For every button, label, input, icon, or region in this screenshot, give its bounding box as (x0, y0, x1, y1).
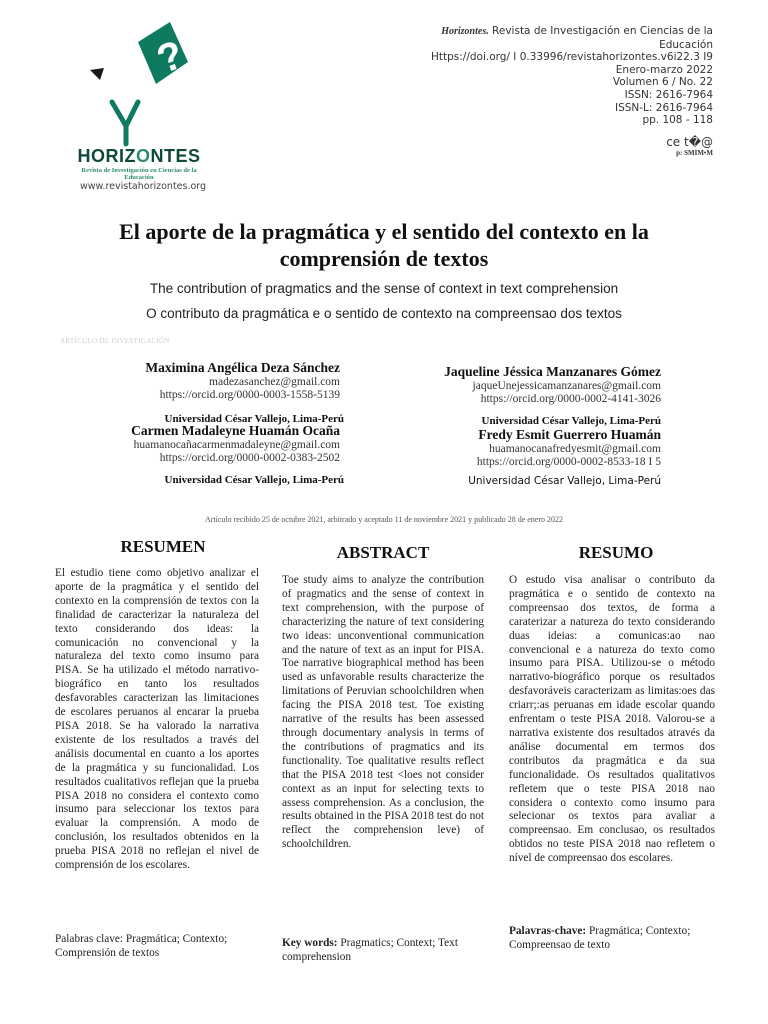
journal-header-info (413, 25, 713, 127)
logo-y-icon (112, 102, 138, 144)
resumo-keywords (509, 925, 715, 953)
author-block-4 (380, 426, 661, 488)
article-title: El aporte de la pragmática y el sentido del contexto en la comprensión de textos (119, 219, 649, 271)
keywords-list: Pragmática; Contexto; Comprensión de textos (55, 933, 228, 959)
author-university: Universidad César Vallejo, Lima-Perú (164, 413, 344, 425)
logo-question-mark-icon: ? (151, 32, 190, 83)
abstract-text: Toe study aims to analyze the contribution of pragmatics and the sense of context in text comprehension, with the purpose of characterizing the nature of text considering two ideas: unconventional communication and the nature of text as an input for PISA. Toe narrative biographical method has been used as unfavorable results characterize the limitations of Peruvian schoolchildren when facing the PISA 2018 test. Toe existing narrative of the results has been assessed through documentary analysis in terms of the contributions of pragmatics and its functionality. Toe qualitative results reflect that the PISA 2018 test <loes not consider context as an input for selecting texts to assess comprehension. As a conclusion, the results obtained in the PISA 2018 test do not reflect the comprehension leve) of schoolchildren. (282, 574, 484, 851)
keywords-label: Palabras clave: (55, 933, 124, 945)
keywords-list: Pragmática; Contexto; Compreensao de texto (509, 925, 691, 951)
journal-period: Enero-marzo 2022 (615, 63, 713, 76)
keywords-label: Palavras-chave: (509, 925, 587, 937)
author-block-2 (380, 363, 661, 428)
resumo-body (509, 574, 715, 866)
journal-name-italic: Horizontes. (441, 26, 489, 37)
author-orcid[interactable]: https://orcid.org/0000-0002-0383-2502 (159, 452, 340, 464)
journal-name: Revista de Investigación en Ciencias de la Educación (488, 25, 713, 51)
author-university: Universidad César Vallejo, Lima-Perú (481, 415, 661, 427)
received-dates: Artículo recibido 25 de octubre 2021, arbitrado y aceptado 11 de noviembre 2021 y publicado 28 de enero 2022 (204, 515, 564, 524)
journal-issnl: ISSN-L: 2616-7964 (614, 101, 713, 114)
author-email[interactable]: madezasanchez@gmail.com (209, 376, 340, 388)
author-email[interactable]: huamanocanafredyesmit@gmail.com (489, 443, 661, 455)
logo-accent-mark (90, 68, 104, 80)
author-name: Fredy Esmit Guerrero Huamán (478, 427, 661, 442)
resumen-body (55, 567, 259, 873)
journal-tagline: Revista de Investigación en Ciencias de la Educación (81, 167, 197, 181)
journal-issn: ISSN: 2616-7964 (624, 88, 713, 101)
author-orcid[interactable]: https://orcid.org/0000-0003-1558-5139 (159, 389, 340, 401)
resumen-text: El estudio tiene como objetivo analizar el aporte de la pragmática y el sentido del contexto en la comprensión de textos con la finalidad de caracterizar la naturaleza del texto considerando dos ideas: la comunicación no convencional y la naturaleza del texto como insumo para PISA. Se ha utilizado el método narrativo-biográfico en tanto los resultados desfavorables caracterizan las limitaciones de escolares peruanos al encarar la prueba PISA 2018. Se ha valorado la narrativa existente de los resultados a través del análisis documental en cuanto a los aportes de la pragmática y su funcionalidad. Los resultados cualitativos reflejan que la prueba PISA 2018 no considera el contexto como insumo para seleccionar los textos para evaluar la comprensión. A modo de conclusión, los resultados obtenidos en la prueba PISA 2018 no reflejan el nivel de comprensión de los escolares. (55, 567, 259, 872)
resumen-keywords (55, 933, 259, 961)
author-orcid[interactable]: https://orcid.org/0000-0002-8533-18 I 5 (476, 456, 661, 468)
abstract-heading: ABSTRACT (336, 543, 430, 562)
doi-link[interactable]: Https://doi.org/ I 0.33996/revistahorizontes.v6i22.3 I9 (430, 51, 713, 64)
keywords-label: Key words: (282, 937, 338, 949)
license-small-text: p: SMIM•M (676, 149, 713, 157)
abstract-keywords (282, 937, 486, 965)
journal-website[interactable]: www.revistahorizontes.org (80, 181, 207, 192)
author-university: Universidad César Vallejo, Lima-Perú (164, 474, 344, 486)
resumo-heading: RESUMO (578, 543, 654, 562)
author-block-3 (60, 422, 344, 487)
author-name: Jaqueline Jéssica Manzanares Gómez (444, 364, 661, 379)
journal-brand: HORIZONTES (77, 146, 201, 166)
license-badge[interactable] (666, 135, 713, 157)
abstract-body (282, 574, 484, 852)
journal-pages: pp. 108 - 118 (642, 114, 713, 127)
article-type-label: ARTÍCULO DE INVESTIGACIÓN (60, 337, 170, 345)
resumen-heading: RESUMEN (120, 537, 206, 556)
journal-volume: Volumen 6 / No. 22 (612, 76, 713, 89)
article-subtitle-pt: O contributo da pragmática e o sentido de contexto na compreensao dos textos (146, 306, 622, 321)
author-university: Universidad César Vallejo, Lima-Perú (468, 475, 661, 487)
resumo-text: O estudo visa analisar o contributo da pragmática e o sentido de contexto na compreensao dos textos, de forma a caraterizar a natureza do texto considerando duas ideias: a comunicas:ao nao convencional e a natureza do texto como insumo para PISA. Utilizou-se o método narrativo-biográfico porque os resultados desfavoráveis caracterizam as limitas:oes das criarr;:as peruanas em idade escolar quando enfrentam o teste PISA 2018. Valorou-se a narrativa existente dos resultados através da análise documental em termos dos contributos da pragmática e da sua funcionalidade. Os resultados qualitativos refletem que o teste PISA 2018 nao considera o contexto como insumo para selecionar os textos para avaliar a compreensao. Em conclusao, os resultados obtidos no teste PISA 2018 nao refletem o nível de compreensao dos escolares. (509, 574, 715, 865)
keywords-list: Pragmatics; Context; Text comprehension (282, 937, 458, 963)
license-icons: ce t�@ (666, 135, 713, 149)
article-subtitle-en: The contribution of pragmatics and the sense of context in text comprehension (149, 281, 619, 296)
author-email[interactable]: huamanocañacarmenmadaleyne@gmail.com (133, 439, 340, 451)
author-name: Maximina Angélica Deza Sánchez (145, 360, 340, 375)
author-orcid[interactable]: https://orcid.org/0000-0002-4141-3026 (480, 393, 661, 405)
author-email[interactable]: jaqueUnejessicamanzanares@gmail.com (472, 380, 661, 392)
author-block-1 (60, 359, 344, 426)
author-name: Carmen Madaleyne Huamán Ocaña (131, 423, 340, 438)
